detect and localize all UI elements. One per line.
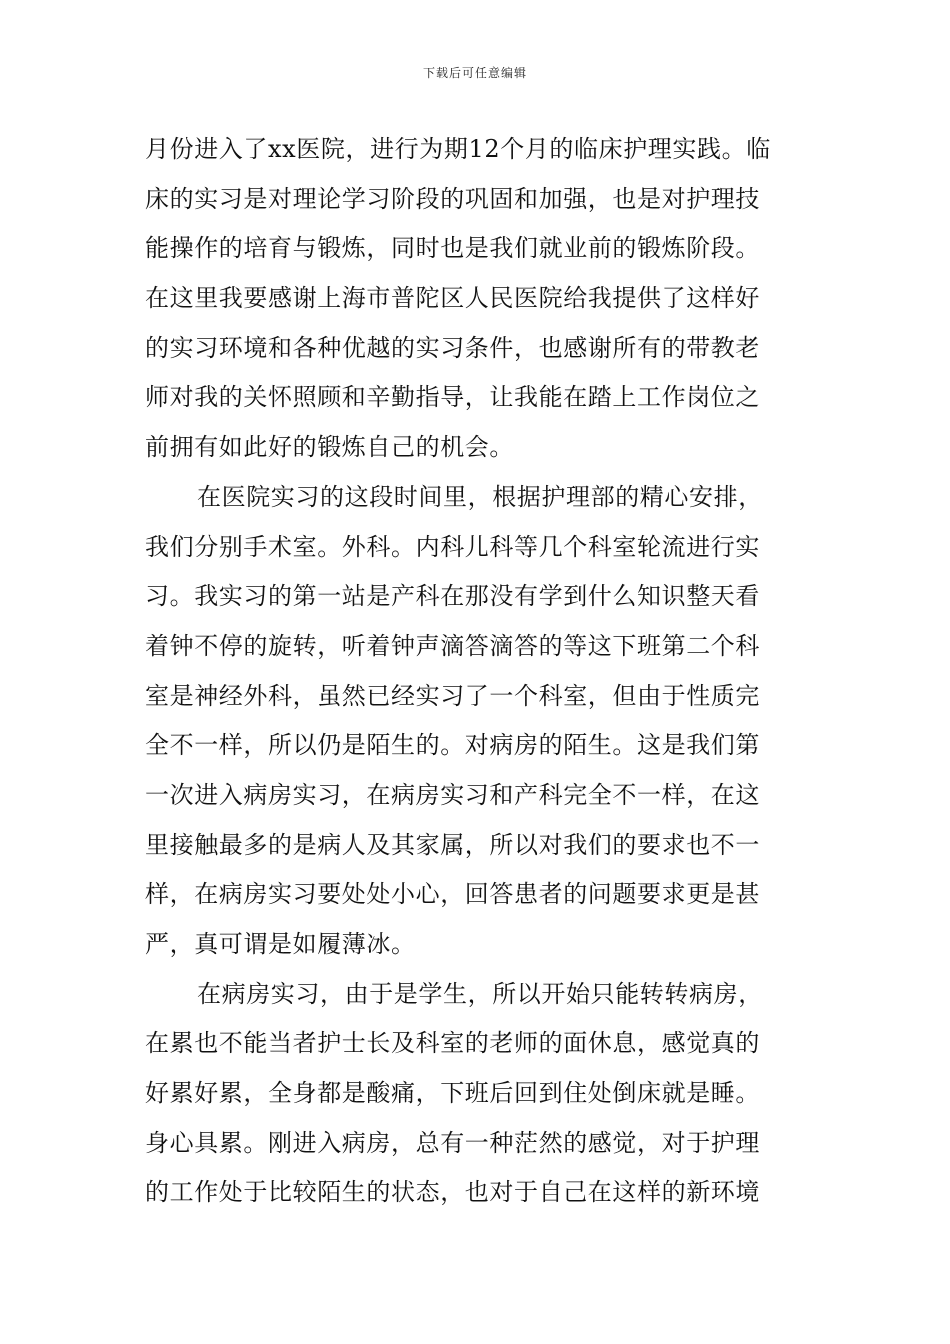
paragraph [145, 473, 810, 970]
text-line: 能操作的培育与锻炼，同时也是我们就业前的锻炼阶段。 [145, 234, 760, 263]
text-line: 月份进入了xx医院，进行为期12个月的临床护理实践。临 [145, 135, 771, 163]
text-line: 在医院实习的这段时间里，根据护理部的精心安排， [197, 482, 763, 511]
text-line: 床的实习是对理论学习阶段的巩固和加强，也是对护理技 [145, 184, 760, 213]
text-line: 我们分别手术室。外科。内科儿科等几个科室轮流进行实 [145, 532, 760, 561]
paragraph [145, 970, 810, 1218]
text-line: 里接触最多的是病人及其家属，所以对我们的要求也不一 [145, 830, 760, 859]
text-line: 全不一样，所以仍是陌生的。对病房的陌生。这是我们第 [145, 731, 760, 760]
text-line: 室是神经外科，虽然已经实习了一个科室，但由于性质完 [145, 681, 760, 710]
text-line: 的工作处于比较陌生的状态，也对于自己在这样的新环境 [145, 1178, 760, 1207]
text-line: 在这里我要感谢上海市普陀区人民医院给我提供了这样好 [145, 284, 760, 313]
text-line: 一次进入病房实习，在病房实习和产科完全不一样，在这 [145, 780, 760, 809]
text-line: 着钟不停的旋转，听着钟声滴答滴答的等这下班第二个科 [145, 631, 760, 660]
text-line: 样，在病房实习要处处小心，回答患者的问题要求更是甚 [145, 880, 760, 909]
text-line: 的实习环境和各种优越的实习条件，也感谢所有的带教老 [145, 333, 760, 362]
text-line: 好累好累，全身都是酸痛，下班后回到住处倒床就是睡。 [145, 1079, 760, 1108]
text-line: 在病房实习，由于是学生，所以开始只能转转病房， [197, 979, 763, 1008]
document-body [145, 125, 810, 1218]
page-header: 下载后可任意编辑 [422, 66, 527, 80]
text-line: 师对我的关怀照顾和辛勤指导，让我能在踏上工作岗位之 [145, 383, 760, 412]
text-line: 在累也不能当者护士长及科室的老师的面休息，感觉真的 [145, 1029, 760, 1058]
text-line: 严，真可谓是如履薄冰。 [145, 930, 416, 958]
text-line: 习。我实习的第一站是产科在那没有学到什么知识整天看 [145, 582, 760, 611]
text-line: 身心具累。刚进入病房，总有一种茫然的感觉，对于护理 [145, 1128, 760, 1157]
paragraph [145, 125, 810, 473]
text-line: 前拥有如此好的锻炼自己的机会。 [145, 433, 514, 462]
